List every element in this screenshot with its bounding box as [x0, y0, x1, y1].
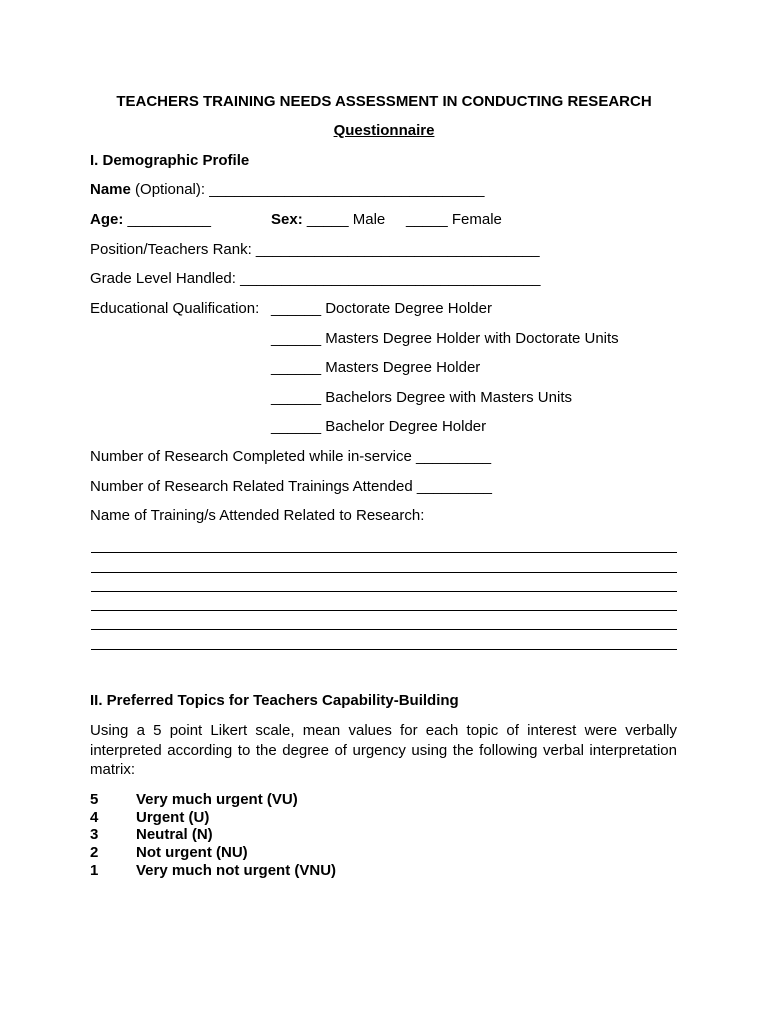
section-1-heading: I. Demographic Profile — [90, 152, 250, 169]
scale-label: Very much not urgent (VNU) — [136, 862, 337, 879]
scale-label: Not urgent (NU) — [136, 844, 248, 861]
education-option[interactable]: ______ Masters Degree Holder — [271, 359, 481, 376]
training-names-label: Name of Training/s Attended Related to Research: — [90, 507, 425, 524]
age-blank: __________ — [123, 211, 211, 228]
scale-value: 5 — [90, 791, 99, 808]
answer-line[interactable] — [91, 572, 677, 573]
answer-line[interactable] — [91, 591, 677, 592]
sex-female-option[interactable]: _____ Female — [406, 211, 502, 228]
sex-label: Sex: — [271, 211, 303, 228]
sex-male-option: _____ Male — [302, 211, 386, 228]
education-option[interactable]: ______ Doctorate Degree Holder — [271, 300, 492, 317]
scale-value: 2 — [90, 844, 99, 861]
scale-value: 1 — [90, 862, 99, 879]
likert-description: Using a 5 point Likert scale, mean values for each topic of interest were verbally interpreted according to the degree of urgency using the following verbal interpretation matrix: — [90, 722, 677, 778]
name-blank: (Optional): _________________________________ — [130, 181, 485, 198]
document-subtitle — [0, 122, 768, 140]
position-field[interactable]: Position/Teachers Rank: __________________________________ — [90, 241, 540, 258]
section-2-heading: II. Preferred Topics for Teachers Capability-Building — [90, 692, 459, 709]
answer-line[interactable] — [91, 629, 677, 630]
name-label: Name — [90, 181, 131, 198]
sex-field[interactable] — [271, 211, 385, 229]
answer-line[interactable] — [91, 610, 677, 611]
education-label: Educational Qualification: — [90, 300, 260, 317]
grade-level-field[interactable]: Grade Level Handled: ____________________________________ — [90, 270, 541, 287]
document-title: TEACHERS TRAINING NEEDS ASSESSMENT IN CONDUCTING RESEARCH — [116, 93, 652, 110]
education-option[interactable]: ______ Bachelor Degree Holder — [271, 418, 487, 435]
answer-line[interactable] — [91, 552, 677, 553]
research-completed-field[interactable]: Number of Research Completed while in-service _________ — [90, 448, 492, 465]
scale-label: Very much urgent (VU) — [136, 791, 298, 808]
age-label: Age: — [90, 211, 124, 228]
education-option[interactable]: ______ Bachelors Degree with Masters Units — [271, 389, 572, 406]
scale-value: 4 — [90, 809, 99, 826]
scale-label: Neutral (N) — [136, 826, 213, 843]
name-field[interactable] — [90, 181, 485, 199]
scale-value: 3 — [90, 826, 99, 843]
scale-label: Urgent (U) — [136, 809, 210, 826]
trainings-attended-field[interactable]: Number of Research Related Trainings Attended _________ — [90, 478, 492, 495]
subtitle-text: Questionnaire — [333, 122, 435, 139]
education-option[interactable]: ______ Masters Degree Holder with Doctorate Units — [271, 330, 619, 347]
answer-line[interactable] — [91, 649, 677, 650]
age-field[interactable] — [90, 211, 211, 229]
